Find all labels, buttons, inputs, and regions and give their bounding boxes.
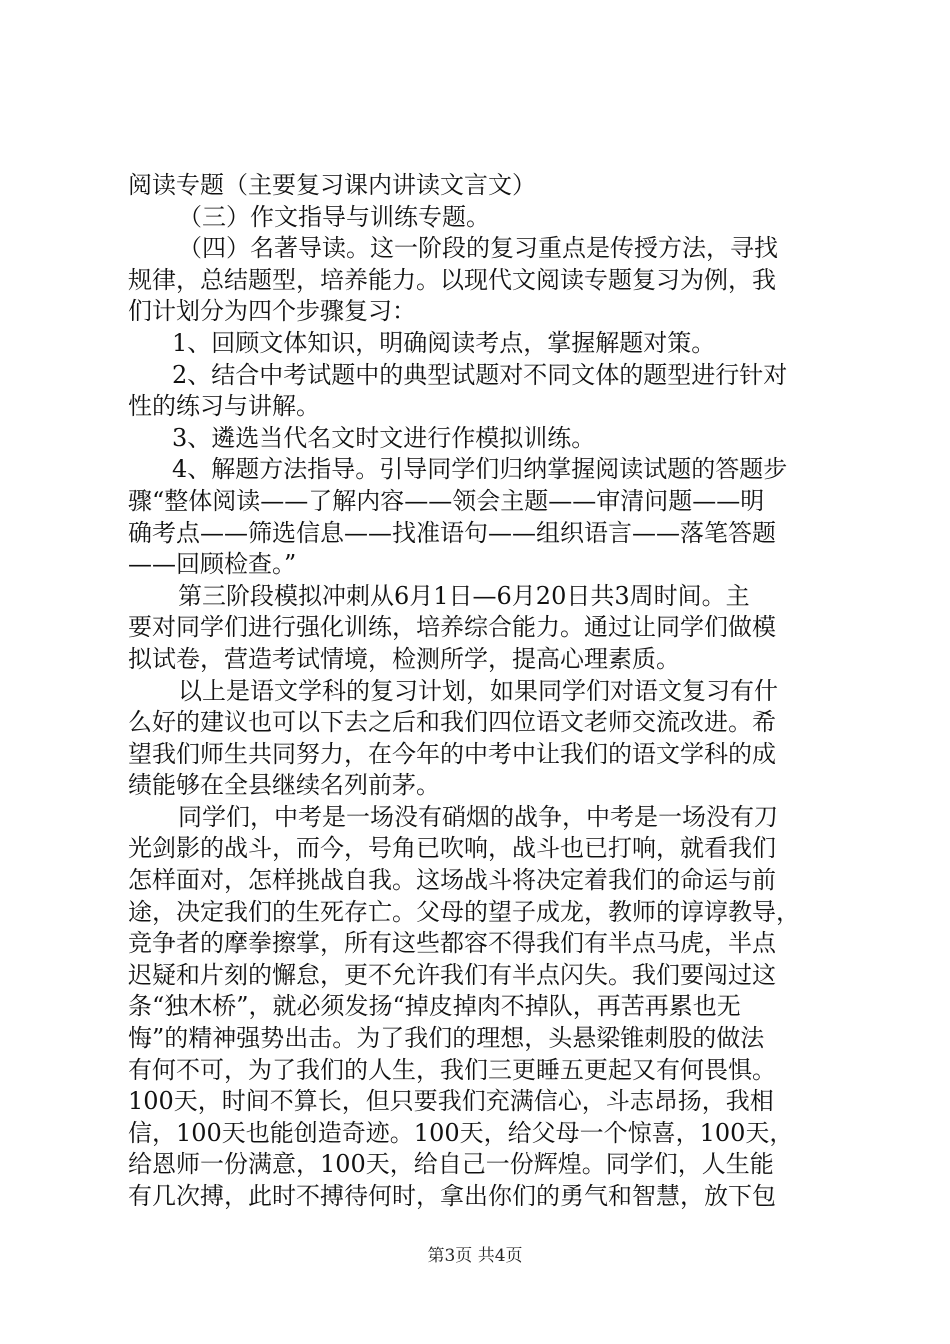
text-line: 光剑影的战斗，而今，号角已吹响，战斗也已打响，就看我们 — [128, 834, 776, 863]
text-line: 么好的建议也可以下去之后和我们四位语文老师交流改进。希 — [128, 708, 776, 737]
text-line: 同学们，中考是一场没有硝烟的战争，中考是一场没有刀 — [178, 802, 778, 831]
text-line: 100天，时间不算长，但只要我们充满信心，斗志昂扬，我相 — [128, 1087, 774, 1116]
text-line: ——回顾检查。” — [128, 550, 297, 579]
text-line: （三）作文指导与训练专题。 — [178, 202, 490, 231]
text-line: 竞争者的摩拳擦掌，所有这些都容不得我们有半点马虎，半点 — [128, 929, 776, 958]
text-line: 怎样面对，怎样挑战自我。这场战斗将决定着我们的命运与前 — [128, 866, 776, 895]
text-line: 条“独木桥”，就必须发扬“掉皮掉肉不掉队，再苦再累也无 — [128, 992, 741, 1021]
text-line: 给恩师一份满意，100天，给自己一份辉煌。同学们，人生能 — [128, 1150, 774, 1179]
text-line: （四）名著导读。这一阶段的复习重点是传授方法，寻找 — [178, 234, 778, 263]
text-line: 性的练习与讲解。 — [128, 392, 320, 421]
text-line: 要对同学们进行强化训练，培养综合能力。通过让同学们做模 — [128, 613, 776, 642]
text-line: 3、遴选当代名文时文进行作模拟训练。 — [172, 423, 596, 452]
text-line: 悔”的精神强势出击。为了我们的理想，头悬梁锥刺股的做法 — [128, 1024, 765, 1053]
text-line: 途，决定我们的生死存亡。父母的望子成龙，教师的谆谆教导， — [128, 897, 800, 926]
text-line: 确考点——筛选信息——找准语句——组织语言——落笔答题 — [128, 518, 776, 547]
text-line: 2、结合中考试题中的典型试题对不同文体的题型进行针对 — [172, 360, 788, 389]
text-line: 1、回顾文体知识，明确阅读考点，掌握解题对策。 — [172, 328, 716, 357]
text-line: 骤“整体阅读——了解内容——领会主题——审清问题——明 — [128, 486, 765, 515]
text-line: 迟疑和片刻的懈怠，更不允许我们有半点闪失。我们要闯过这 — [128, 960, 776, 989]
text-line: 第三阶段模拟冲刺从6月1日—6月20日共3周时间。主 — [178, 581, 750, 610]
text-line: 4、解题方法指导。引导同学们归纳掌握阅读试题的答题步 — [172, 455, 788, 484]
text-line: 拟试卷，营造考试情境，检测所学，提高心理素质。 — [128, 644, 680, 673]
page-number-footer: 第3页 共4页 — [427, 1246, 523, 1266]
text-line: 们计划分为四个步骤复习： — [128, 297, 416, 326]
text-line: 有何不可，为了我们的人生，我们三更睡五更起又有何畏惧。 — [128, 1055, 776, 1084]
text-line: 望我们师生共同努力，在今年的中考中让我们的语文学科的成 — [128, 739, 776, 768]
text-line: 规律，总结题型，培养能力。以现代文阅读专题复习为例，我 — [128, 265, 776, 294]
text-line: 信，100天也能创造奇迹。100天，给父母一个惊喜，100天， — [128, 1118, 794, 1147]
text-line: 绩能够在全县继续名列前茅。 — [128, 771, 440, 800]
text-line: 有几次搏，此时不搏待何时，拿出你们的勇气和智慧，放下包 — [128, 1182, 776, 1210]
text-line: 以上是语文学科的复习计划，如果同学们对语文复习有什 — [178, 676, 778, 705]
document-body — [128, 170, 834, 1213]
text-line: 阅读专题（主要复习课内讲读文言文） — [128, 171, 536, 199]
